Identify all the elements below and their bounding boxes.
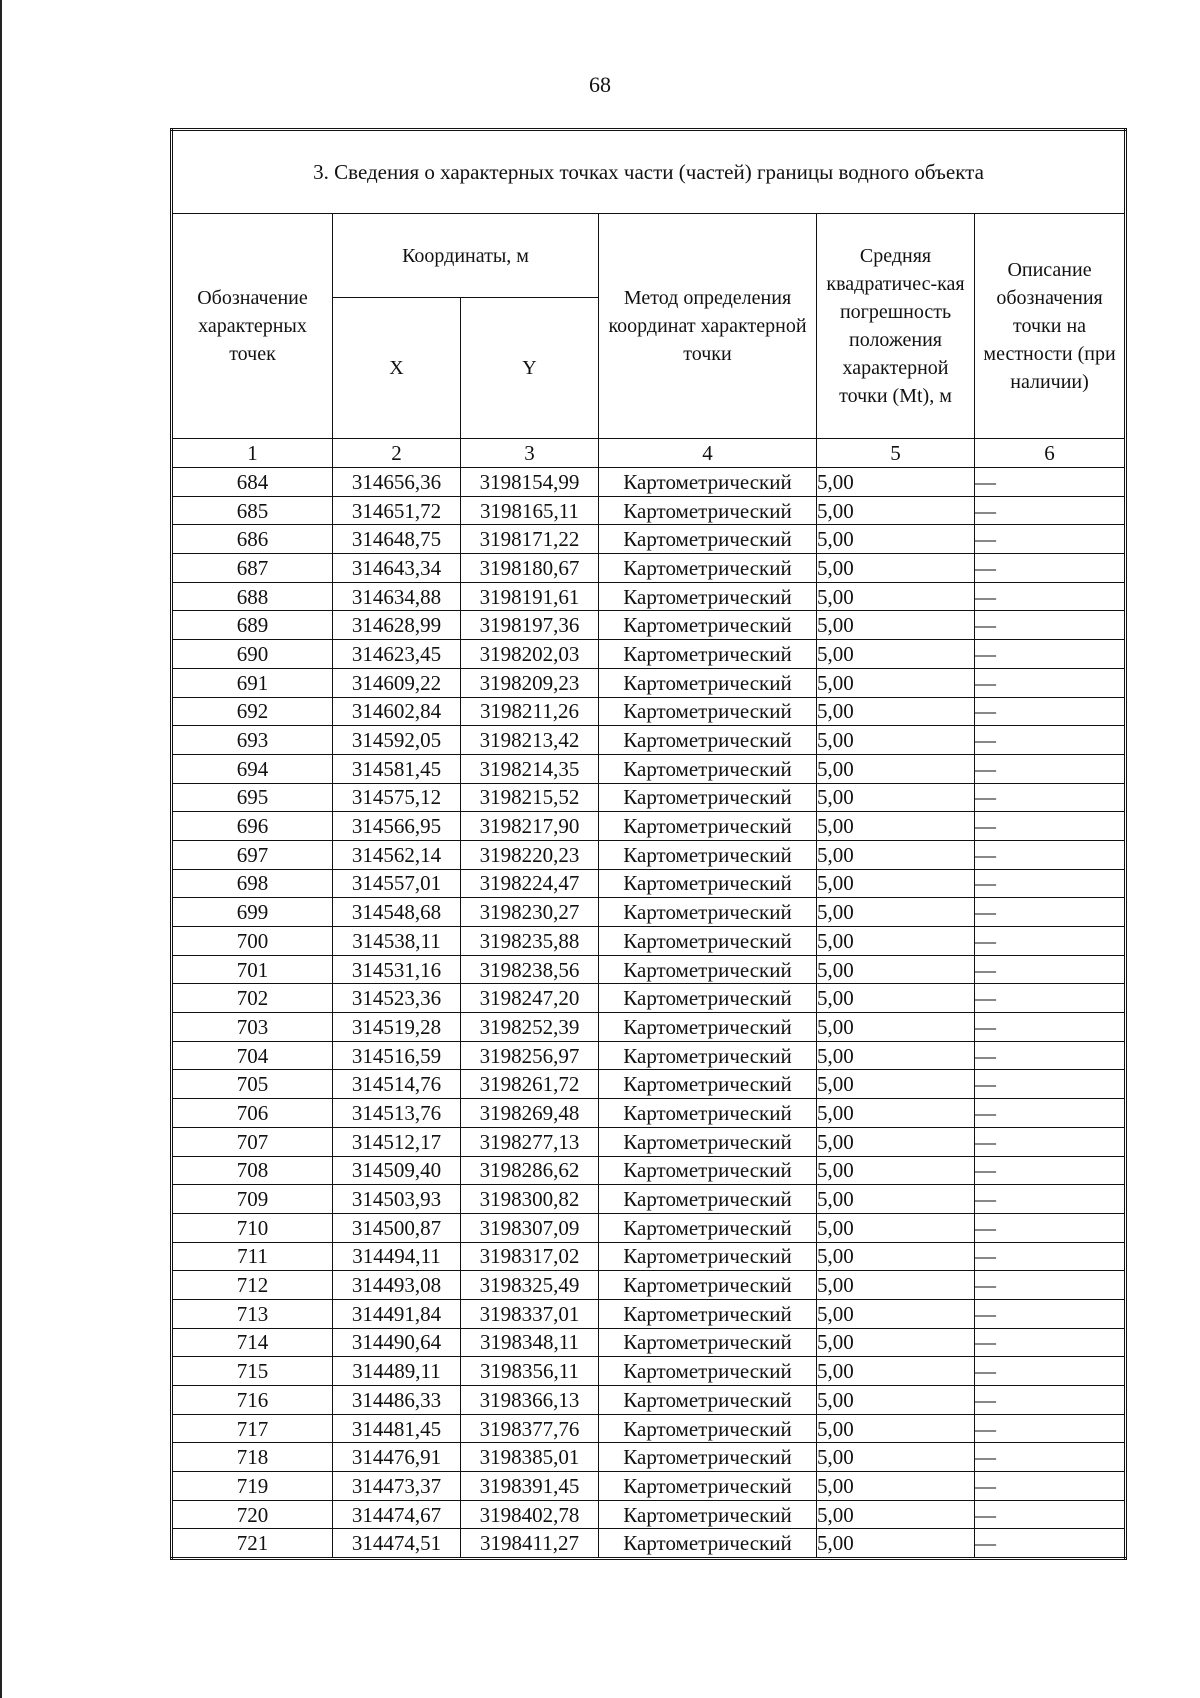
table-cell-description: — <box>975 1529 1126 1559</box>
table-cell-error: 5,00 <box>817 1472 975 1501</box>
table-cell-error: 5,00 <box>817 1443 975 1472</box>
table-cell-point-id: 712 <box>172 1271 333 1300</box>
table-cell-error: 5,00 <box>817 1013 975 1042</box>
table-cell-description: — <box>975 496 1126 525</box>
table-cell-y: 3198197,36 <box>461 611 599 640</box>
table-cell-point-id: 684 <box>172 468 333 497</box>
table-cell-method: Картометрический <box>599 1386 817 1415</box>
table-cell-x: 314503,93 <box>333 1185 461 1214</box>
table-cell-method: Картометрический <box>599 1070 817 1099</box>
column-number: 3 <box>461 439 599 468</box>
table-cell-error: 5,00 <box>817 1099 975 1128</box>
table-cell-x: 314489,11 <box>333 1357 461 1386</box>
table-cell-y: 3198165,11 <box>461 496 599 525</box>
table-cell-error: 5,00 <box>817 1529 975 1559</box>
table-cell-description: — <box>975 1156 1126 1185</box>
table-cell-error: 5,00 <box>817 869 975 898</box>
table-cell-x: 314648,75 <box>333 525 461 554</box>
table-cell-x: 314516,59 <box>333 1041 461 1070</box>
table-row <box>172 1443 1126 1472</box>
table-row <box>172 468 1126 497</box>
table-cell-error: 5,00 <box>817 1127 975 1156</box>
table-cell-method: Картометрический <box>599 1271 817 1300</box>
table-cell-method: Картометрический <box>599 783 817 812</box>
table-cell-y: 3198224,47 <box>461 869 599 898</box>
table-row <box>172 668 1126 697</box>
table-row <box>172 898 1126 927</box>
table-cell-x: 314538,11 <box>333 927 461 956</box>
table-cell-x: 314575,12 <box>333 783 461 812</box>
table-row <box>172 1299 1126 1328</box>
table-row <box>172 1156 1126 1185</box>
table-cell-x: 314474,67 <box>333 1500 461 1529</box>
table-row <box>172 611 1126 640</box>
table-cell-point-id: 711 <box>172 1242 333 1271</box>
table-cell-point-id: 696 <box>172 812 333 841</box>
table-cell-point-id: 699 <box>172 898 333 927</box>
table-cell-error: 5,00 <box>817 898 975 927</box>
table-cell-point-id: 709 <box>172 1185 333 1214</box>
table-row <box>172 1328 1126 1357</box>
column-number: 5 <box>817 439 975 468</box>
table-cell-method: Картометрический <box>599 582 817 611</box>
table-cell-error: 5,00 <box>817 984 975 1013</box>
table-cell-point-id: 721 <box>172 1529 333 1559</box>
table-cell-description: — <box>975 1127 1126 1156</box>
table-cell-method: Картометрический <box>599 496 817 525</box>
table-cell-y: 3198348,11 <box>461 1328 599 1357</box>
table-cell-error: 5,00 <box>817 1357 975 1386</box>
table-cell-x: 314609,22 <box>333 668 461 697</box>
table-cell-description: — <box>975 1070 1126 1099</box>
table-cell-x: 314474,51 <box>333 1529 461 1559</box>
table-row <box>172 1242 1126 1271</box>
table-cell-method: Картометрический <box>599 754 817 783</box>
table-cell-method: Картометрический <box>599 1443 817 1472</box>
table-row <box>172 1357 1126 1386</box>
table-cell-description: — <box>975 1386 1126 1415</box>
table-cell-point-id: 715 <box>172 1357 333 1386</box>
table-cell-method: Картометрический <box>599 812 817 841</box>
table-row <box>172 1529 1126 1559</box>
table-cell-y: 3198180,67 <box>461 554 599 583</box>
column-number-row <box>172 439 1126 468</box>
table-cell-error: 5,00 <box>817 697 975 726</box>
table-cell-description: — <box>975 1414 1126 1443</box>
table-cell-point-id: 695 <box>172 783 333 812</box>
table-cell-error: 5,00 <box>817 554 975 583</box>
table-row <box>172 1213 1126 1242</box>
table-cell-error: 5,00 <box>817 468 975 497</box>
table-cell-y: 3198307,09 <box>461 1213 599 1242</box>
header-point-designation: Обозначение характерных точек <box>172 214 333 439</box>
table-cell-y: 3198220,23 <box>461 840 599 869</box>
table-cell-x: 314592,05 <box>333 726 461 755</box>
table-cell-method: Картометрический <box>599 1041 817 1070</box>
table-cell-y: 3198252,39 <box>461 1013 599 1042</box>
table-cell-x: 314519,28 <box>333 1013 461 1042</box>
table-cell-error: 5,00 <box>817 1500 975 1529</box>
table-cell-point-id: 689 <box>172 611 333 640</box>
table-cell-y: 3198377,76 <box>461 1414 599 1443</box>
table-cell-x: 314602,84 <box>333 697 461 726</box>
table-cell-y: 3198217,90 <box>461 812 599 841</box>
table-row <box>172 1070 1126 1099</box>
table-cell-y: 3198286,62 <box>461 1156 599 1185</box>
table-row <box>172 1414 1126 1443</box>
table-row <box>172 927 1126 956</box>
table-cell-y: 3198213,42 <box>461 726 599 755</box>
points-table <box>170 128 1127 1560</box>
table-cell-description: — <box>975 554 1126 583</box>
table-cell-method: Картометрический <box>599 1414 817 1443</box>
table-cell-y: 3198191,61 <box>461 582 599 611</box>
table-cell-y: 3198269,48 <box>461 1099 599 1128</box>
table-cell-description: — <box>975 1357 1126 1386</box>
table-cell-x: 314476,91 <box>333 1443 461 1472</box>
table-cell-point-id: 703 <box>172 1013 333 1042</box>
table-cell-error: 5,00 <box>817 1185 975 1214</box>
table-cell-point-id: 685 <box>172 496 333 525</box>
table-cell-point-id: 692 <box>172 697 333 726</box>
table-cell-point-id: 716 <box>172 1386 333 1415</box>
table-cell-method: Картометрический <box>599 1500 817 1529</box>
table-row <box>172 726 1126 755</box>
table-cell-y: 3198214,35 <box>461 754 599 783</box>
table-cell-error: 5,00 <box>817 1242 975 1271</box>
table-cell-x: 314634,88 <box>333 582 461 611</box>
table-cell-x: 314512,17 <box>333 1127 461 1156</box>
table-cell-description: — <box>975 1443 1126 1472</box>
table-row <box>172 812 1126 841</box>
table-cell-y: 3198277,13 <box>461 1127 599 1156</box>
header-point-description: Описание обозначения точки на местности (при наличии) <box>975 214 1126 439</box>
table-cell-description: — <box>975 1242 1126 1271</box>
table-cell-error: 5,00 <box>817 1271 975 1300</box>
column-number: 1 <box>172 439 333 468</box>
table-cell-point-id: 693 <box>172 726 333 755</box>
table-cell-y: 3198337,01 <box>461 1299 599 1328</box>
table-cell-description: — <box>975 611 1126 640</box>
column-number: 2 <box>333 439 461 468</box>
table-row <box>172 955 1126 984</box>
table-cell-x: 314531,16 <box>333 955 461 984</box>
table-cell-method: Картометрический <box>599 955 817 984</box>
scan-edge-line <box>0 0 2 1698</box>
table-cell-x: 314494,11 <box>333 1242 461 1271</box>
table-row <box>172 640 1126 669</box>
header-y: Y <box>461 298 599 439</box>
table-row <box>172 1185 1126 1214</box>
table-cell-method: Картометрический <box>599 1242 817 1271</box>
table-cell-x: 314562,14 <box>333 840 461 869</box>
table-row <box>172 496 1126 525</box>
table-cell-x: 314493,08 <box>333 1271 461 1300</box>
table-cell-description: — <box>975 1099 1126 1128</box>
table-cell-x: 314651,72 <box>333 496 461 525</box>
table-cell-method: Картометрический <box>599 1357 817 1386</box>
table-cell-x: 314581,45 <box>333 754 461 783</box>
table-row <box>172 1500 1126 1529</box>
table-cell-y: 3198202,03 <box>461 640 599 669</box>
table-row <box>172 1099 1126 1128</box>
table-cell-point-id: 698 <box>172 869 333 898</box>
table-cell-point-id: 706 <box>172 1099 333 1128</box>
table-cell-description: — <box>975 869 1126 898</box>
table-cell-x: 314548,68 <box>333 898 461 927</box>
table-cell-description: — <box>975 525 1126 554</box>
table-cell-description: — <box>975 898 1126 927</box>
table-cell-y: 3198247,20 <box>461 984 599 1013</box>
table-cell-y: 3198235,88 <box>461 927 599 956</box>
table-cell-description: — <box>975 1299 1126 1328</box>
table-cell-x: 314486,33 <box>333 1386 461 1415</box>
table-cell-point-id: 694 <box>172 754 333 783</box>
table-cell-y: 3198325,49 <box>461 1271 599 1300</box>
table-cell-description: — <box>975 726 1126 755</box>
table-cell-method: Картометрический <box>599 1472 817 1501</box>
table-cell-y: 3198215,52 <box>461 783 599 812</box>
table-cell-description: — <box>975 640 1126 669</box>
table-cell-point-id: 702 <box>172 984 333 1013</box>
table-cell-method: Картометрический <box>599 1013 817 1042</box>
table-cell-y: 3198154,99 <box>461 468 599 497</box>
table-row <box>172 697 1126 726</box>
table-cell-y: 3198366,13 <box>461 1386 599 1415</box>
table-cell-method: Картометрический <box>599 525 817 554</box>
table-cell-y: 3198211,26 <box>461 697 599 726</box>
table-cell-description: — <box>975 1213 1126 1242</box>
table-cell-y: 3198402,78 <box>461 1500 599 1529</box>
table-cell-point-id: 720 <box>172 1500 333 1529</box>
table-cell-method: Картометрический <box>599 554 817 583</box>
table-cell-method: Картометрический <box>599 697 817 726</box>
table-cell-error: 5,00 <box>817 1156 975 1185</box>
table-cell-y: 3198209,23 <box>461 668 599 697</box>
table-cell-error: 5,00 <box>817 496 975 525</box>
table-cell-error: 5,00 <box>817 812 975 841</box>
table-cell-error: 5,00 <box>817 1299 975 1328</box>
table-cell-method: Картометрический <box>599 984 817 1013</box>
table-cell-y: 3198261,72 <box>461 1070 599 1099</box>
table-cell-y: 3198391,45 <box>461 1472 599 1501</box>
table-cell-point-id: 700 <box>172 927 333 956</box>
table-row <box>172 525 1126 554</box>
table-cell-x: 314566,95 <box>333 812 461 841</box>
table-cell-error: 5,00 <box>817 1414 975 1443</box>
table-cell-error: 5,00 <box>817 754 975 783</box>
table-cell-error: 5,00 <box>817 640 975 669</box>
table-cell-description: — <box>975 1013 1126 1042</box>
table-cell-error: 5,00 <box>817 1213 975 1242</box>
table-cell-error: 5,00 <box>817 1041 975 1070</box>
table-cell-x: 314500,87 <box>333 1213 461 1242</box>
table-cell-y: 3198171,22 <box>461 525 599 554</box>
table-cell-y: 3198238,56 <box>461 955 599 984</box>
header-method: Метод определения координат характерной точки <box>599 214 817 439</box>
table-row <box>172 554 1126 583</box>
table-cell-description: — <box>975 783 1126 812</box>
points-table-frame <box>170 128 1124 1560</box>
table-cell-description: — <box>975 927 1126 956</box>
table-row <box>172 1472 1126 1501</box>
table-cell-x: 314513,76 <box>333 1099 461 1128</box>
table-cell-point-id: 705 <box>172 1070 333 1099</box>
table-cell-y: 3198256,97 <box>461 1041 599 1070</box>
table-cell-point-id: 686 <box>172 525 333 554</box>
table-cell-error: 5,00 <box>817 611 975 640</box>
table-cell-y: 3198385,01 <box>461 1443 599 1472</box>
table-cell-point-id: 713 <box>172 1299 333 1328</box>
table-row <box>172 840 1126 869</box>
table-cell-x: 314481,45 <box>333 1414 461 1443</box>
table-cell-method: Картометрический <box>599 726 817 755</box>
table-cell-point-id: 710 <box>172 1213 333 1242</box>
table-row <box>172 1386 1126 1415</box>
table-cell-x: 314491,84 <box>333 1299 461 1328</box>
table-cell-error: 5,00 <box>817 927 975 956</box>
table-row <box>172 869 1126 898</box>
table-cell-method: Картометрический <box>599 840 817 869</box>
table-cell-description: — <box>975 1500 1126 1529</box>
table-cell-point-id: 704 <box>172 1041 333 1070</box>
table-cell-error: 5,00 <box>817 668 975 697</box>
header-coordinates: Координаты, м <box>333 214 599 298</box>
table-cell-method: Картометрический <box>599 1127 817 1156</box>
table-cell-description: — <box>975 812 1126 841</box>
table-cell-description: — <box>975 754 1126 783</box>
table-cell-description: — <box>975 668 1126 697</box>
table-title: 3. Сведения о характерных точках части (частей) границы водного объекта <box>172 130 1126 214</box>
table-cell-method: Картометрический <box>599 1156 817 1185</box>
table-cell-description: — <box>975 1185 1126 1214</box>
table-cell-y: 3198300,82 <box>461 1185 599 1214</box>
table-cell-method: Картометрический <box>599 1099 817 1128</box>
table-cell-description: — <box>975 955 1126 984</box>
table-cell-point-id: 708 <box>172 1156 333 1185</box>
column-number: 4 <box>599 439 817 468</box>
table-cell-description: — <box>975 697 1126 726</box>
table-cell-description: — <box>975 1328 1126 1357</box>
table-cell-error: 5,00 <box>817 783 975 812</box>
table-cell-error: 5,00 <box>817 1070 975 1099</box>
table-cell-point-id: 714 <box>172 1328 333 1357</box>
table-cell-error: 5,00 <box>817 1386 975 1415</box>
table-cell-x: 314623,45 <box>333 640 461 669</box>
table-cell-error: 5,00 <box>817 1328 975 1357</box>
table-cell-error: 5,00 <box>817 525 975 554</box>
column-number: 6 <box>975 439 1126 468</box>
table-cell-point-id: 719 <box>172 1472 333 1501</box>
table-cell-point-id: 691 <box>172 668 333 697</box>
table-cell-point-id: 707 <box>172 1127 333 1156</box>
table-cell-point-id: 717 <box>172 1414 333 1443</box>
table-cell-method: Картометрический <box>599 640 817 669</box>
table-cell-method: Картометрический <box>599 1185 817 1214</box>
table-cell-x: 314473,37 <box>333 1472 461 1501</box>
table-cell-description: — <box>975 1041 1126 1070</box>
table-cell-method: Картометрический <box>599 898 817 927</box>
table-cell-method: Картометрический <box>599 1299 817 1328</box>
table-cell-point-id: 701 <box>172 955 333 984</box>
table-cell-x: 314523,36 <box>333 984 461 1013</box>
table-row <box>172 984 1126 1013</box>
page-number: 68 <box>589 72 611 97</box>
table-cell-method: Картометрический <box>599 1213 817 1242</box>
table-cell-description: — <box>975 984 1126 1013</box>
table-cell-description: — <box>975 582 1126 611</box>
table-cell-x: 314509,40 <box>333 1156 461 1185</box>
table-cell-x: 314656,36 <box>333 468 461 497</box>
table-cell-method: Картометрический <box>599 869 817 898</box>
table-cell-point-id: 718 <box>172 1443 333 1472</box>
table-row <box>172 754 1126 783</box>
table-row <box>172 1013 1126 1042</box>
table-cell-method: Картометрический <box>599 668 817 697</box>
table-cell-description: — <box>975 1271 1126 1300</box>
table-cell-description: — <box>975 1472 1126 1501</box>
table-cell-point-id: 690 <box>172 640 333 669</box>
table-cell-x: 314643,34 <box>333 554 461 583</box>
table-cell-method: Картометрический <box>599 1328 817 1357</box>
table-cell-x: 314628,99 <box>333 611 461 640</box>
table-cell-y: 3198230,27 <box>461 898 599 927</box>
table-cell-y: 3198411,27 <box>461 1529 599 1559</box>
table-cell-error: 5,00 <box>817 840 975 869</box>
table-cell-method: Картометрический <box>599 611 817 640</box>
table-cell-description: — <box>975 840 1126 869</box>
table-cell-error: 5,00 <box>817 726 975 755</box>
table-cell-description: — <box>975 468 1126 497</box>
table-cell-x: 314490,64 <box>333 1328 461 1357</box>
table-cell-error: 5,00 <box>817 955 975 984</box>
table-cell-method: Картометрический <box>599 1529 817 1559</box>
header-x: X <box>333 298 461 439</box>
table-cell-x: 314557,01 <box>333 869 461 898</box>
table-row <box>172 1271 1126 1300</box>
table-cell-method: Картометрический <box>599 927 817 956</box>
table-row <box>172 783 1126 812</box>
header-mean-square-error: Средняя квадратичес-кая погрешность положения характерной точки (Mt), м <box>817 214 975 439</box>
table-cell-y: 3198317,02 <box>461 1242 599 1271</box>
table-cell-point-id: 687 <box>172 554 333 583</box>
table-cell-point-id: 688 <box>172 582 333 611</box>
table-cell-x: 314514,76 <box>333 1070 461 1099</box>
table-row <box>172 1127 1126 1156</box>
table-cell-point-id: 697 <box>172 840 333 869</box>
table-cell-y: 3198356,11 <box>461 1357 599 1386</box>
table-row <box>172 1041 1126 1070</box>
table-cell-error: 5,00 <box>817 582 975 611</box>
table-cell-method: Картометрический <box>599 468 817 497</box>
table-row <box>172 582 1126 611</box>
